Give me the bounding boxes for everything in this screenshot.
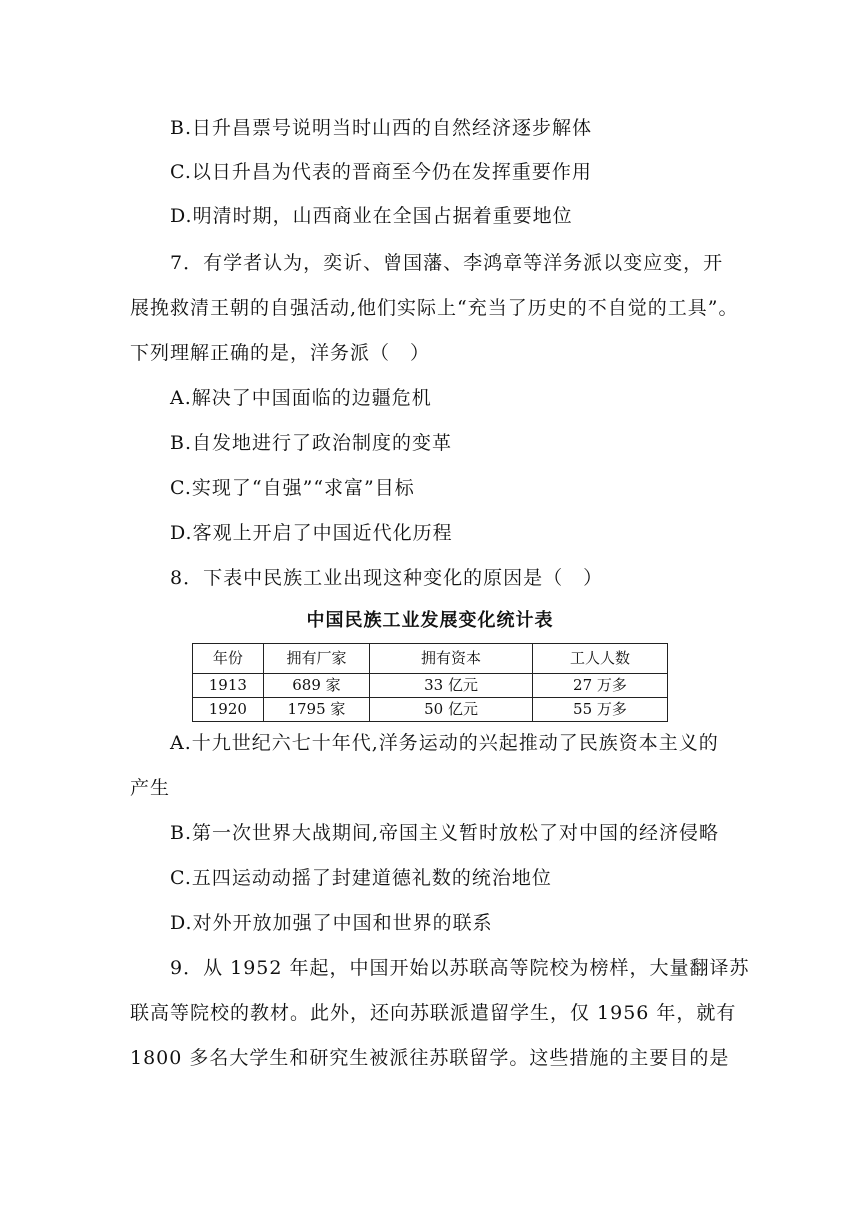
table-row	[193, 698, 668, 722]
table-cell: 1920	[193, 698, 264, 722]
table-cell: 1913	[193, 674, 264, 698]
table-cell: 689 家	[263, 674, 369, 698]
q8-option-d: D.对外开放加强了中国和世界的联系	[170, 912, 493, 934]
industry-stats-table	[192, 643, 668, 722]
q8-option-c: C.五四运动动摇了封建道德礼数的统治地位	[170, 867, 552, 889]
q7-option-c: C.实现了“自强”“求富”目标	[170, 477, 415, 499]
table-cell: 1795 家	[263, 698, 369, 722]
q9-stem-line-2: 联高等院校的教材。此外，还向苏联派遣留学生，仅 1956 年，就有	[130, 1002, 737, 1024]
table-cell: 55 万多	[532, 698, 667, 722]
q7-stem-line-2: 展挽救清王朝的自强活动,他们实际上“充当了历史的不自觉的工具”。	[130, 297, 739, 319]
q7-stem-line-1: 7．有学者认为，奕䜣、曾国藩、李鸿章等洋务派以变应变，开	[170, 252, 724, 274]
table-title: 中国民族工业发展变化统计表	[306, 610, 554, 631]
table-header-cell: 工人人数	[532, 644, 667, 674]
table-header-cell: 拥有资本	[370, 644, 533, 674]
q6-option-c: C.以日升昌为代表的晋商至今仍在发挥重要作用	[170, 161, 592, 183]
q8-option-b: B.第一次世界大战期间,帝国主义暂时放松了对中国的经济侵略	[170, 822, 720, 844]
q7-option-a: A.解决了中国面临的边疆危机	[170, 387, 432, 409]
q8-option-a-line-1: A.十九世纪六七十年代,洋务运动的兴起推动了民族资本主义的	[170, 732, 719, 754]
q7-option-d: D.客观上开启了中国近代化历程	[170, 522, 453, 544]
q7-stem-line-3: 下列理解正确的是，洋务派（ ）	[130, 342, 431, 364]
q8-stem: 8．下表中民族工业出现这种变化的原因是（ ）	[170, 567, 604, 589]
table-header-row	[193, 644, 668, 674]
q9-stem-line-3: 1800 多名大学生和研究生被派往苏联留学。这些措施的主要目的是	[130, 1047, 730, 1069]
q6-option-d: D.明清时期，山西商业在全国占据着重要地位	[170, 205, 573, 227]
q9-stem-line-1: 9．从 1952 年起，中国开始以苏联高等院校为榜样，大量翻译苏	[170, 957, 750, 979]
table-cell: 50 亿元	[370, 698, 533, 722]
table-cell: 27 万多	[532, 674, 667, 698]
table-row	[193, 674, 668, 698]
table-header-cell: 拥有厂家	[263, 644, 369, 674]
table-header-cell: 年份	[193, 644, 264, 674]
q7-option-b: B.自发地进行了政治制度的变革	[170, 432, 453, 454]
q6-option-b: B.日升昌票号说明当时山西的自然经济逐步解体	[170, 117, 593, 139]
q8-option-a-line-2: 产生	[130, 777, 171, 799]
table-cell: 33 亿元	[370, 674, 533, 698]
